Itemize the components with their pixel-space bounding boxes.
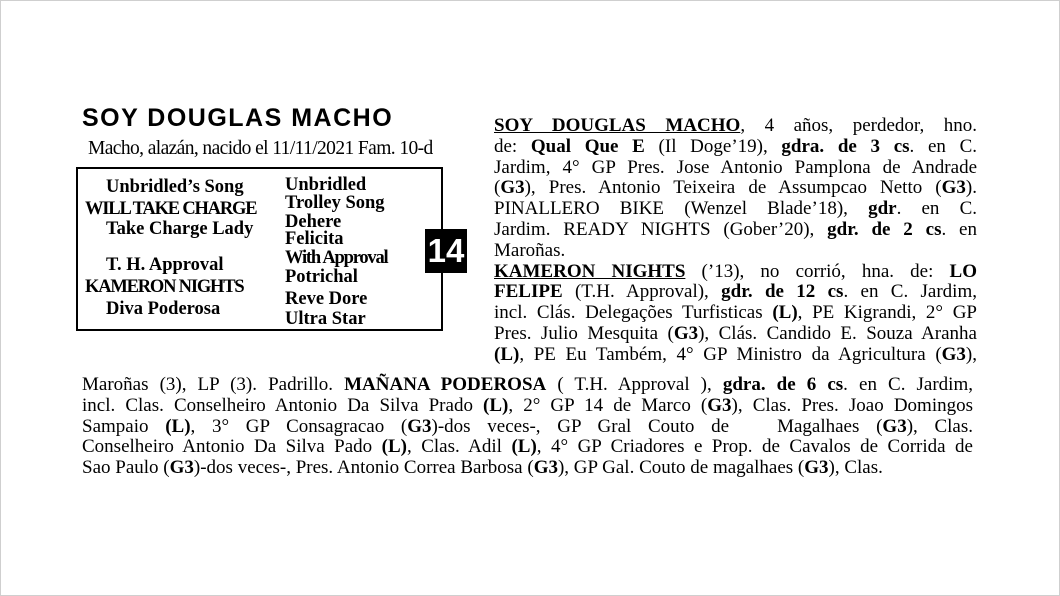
text-line: Maroñas (3), LP (3). Padrillo. MAÑANA PODEROSA ( T.H. Approval ), gdra. de 6 cs. en C. Jardim, — [82, 374, 973, 395]
text-line: Conselheiro Antonio Da Silva Pado (L), Clas. Adil (L), 4° GP Criadores e Prop. de Cavalos de Corrida de — [82, 436, 973, 458]
text-line: PINALLERO BIKE (Wenzel Blade’18), gdr. en C. — [494, 198, 977, 220]
text-line: incl. Clas. Conselheiro Antonio Da Silva Prado (L), 2° GP 14 de Marco (G3), Clas. Pres. Joao Domingos — [82, 394, 974, 416]
text-line: incl. Clás. Delegações Turfisticas (L), PE Kigrandi, 2° GP — [494, 302, 977, 324]
text-line: KAMERON NIGHTS (’13), no corrió, hna. de: LO — [494, 260, 977, 282]
text-line: (L), PE Eu Também, 4° GP Ministro da Agricultura (G3), — [494, 343, 977, 365]
pedigree-dam-sire: T. H. Approval — [106, 255, 224, 275]
text-line: SOY DOUGLAS MACHO, 4 años, perdedor, hno. — [494, 115, 977, 136]
pedigree-box — [76, 167, 443, 331]
pedigree-sire-sire-sire: Unbridled — [285, 175, 367, 195]
text-line: Jardim. READY NIGHTS (Gober’20), gdr. de 2 cs. en — [494, 218, 977, 240]
pedigree-dam-sire-sire: With Approval — [285, 248, 388, 268]
pedigree-dam-dam-sire: Reve Dore — [285, 289, 368, 309]
pedigree-sire-dam-dam: Felicita — [285, 229, 344, 249]
pedigree-sire-sire: Unbridled’s Song — [106, 177, 244, 197]
text-line: Sao Paulo (G3)-dos veces-, Pres. Antonio Correa Barbosa (G3), GP Gal. Couto de magalhaes (G3), Clas. — [82, 457, 883, 479]
program-number-badge: 14 — [425, 229, 467, 273]
pedigree-sire-sire-dam: Trolley Song — [285, 193, 385, 213]
pedigree-sire: WILL TAKE CHARGE — [85, 199, 257, 219]
text-line: (G3), Pres. Antonio Teixeira de Assumpcao Netto (G3). — [494, 177, 977, 199]
pedigree-dam-sire-dam: Potrichal — [285, 267, 358, 287]
text-line: FELIPE (T.H. Approval), gdr. de 12 cs. en C. Jardim, — [494, 281, 977, 303]
text-line: Jardim, 4° GP Pres. Jose Antonio Pamplona de Andrade — [494, 156, 977, 178]
text-line: de: Qual Que E (Il Doge’19), gdra. de 3 cs. en C. — [494, 135, 978, 157]
pedigree-dam: KAMERON NIGHTS — [85, 277, 244, 297]
pedigree-dam-dam: Diva Poderosa — [106, 299, 221, 319]
continuation-paragraph — [82, 375, 973, 479]
pedigree-sire-dam: Take Charge Lady — [106, 219, 254, 239]
text-line: Sampaio (L), 3° GP Consagracao (G3)-dos veces-, GP Gral Couto de Magalhaes (G3), Clas. — [82, 415, 974, 437]
horse-name-title: SOY DOUGLAS MACHO — [82, 104, 394, 132]
text-line: Pres. Julio Mesquita (G3), Clás. Candido E. Souza Aranha — [494, 322, 977, 344]
horse-details-subtitle: Macho, alazán, nacido el 11/11/2021 Fam. 10-d — [88, 138, 433, 159]
family-paragraph — [494, 116, 977, 366]
text-line: Maroñas. — [494, 239, 566, 261]
pedigree-sire-dam-sire: Dehere — [285, 212, 342, 232]
pedigree-dam-dam-dam: Ultra Star — [285, 309, 366, 329]
